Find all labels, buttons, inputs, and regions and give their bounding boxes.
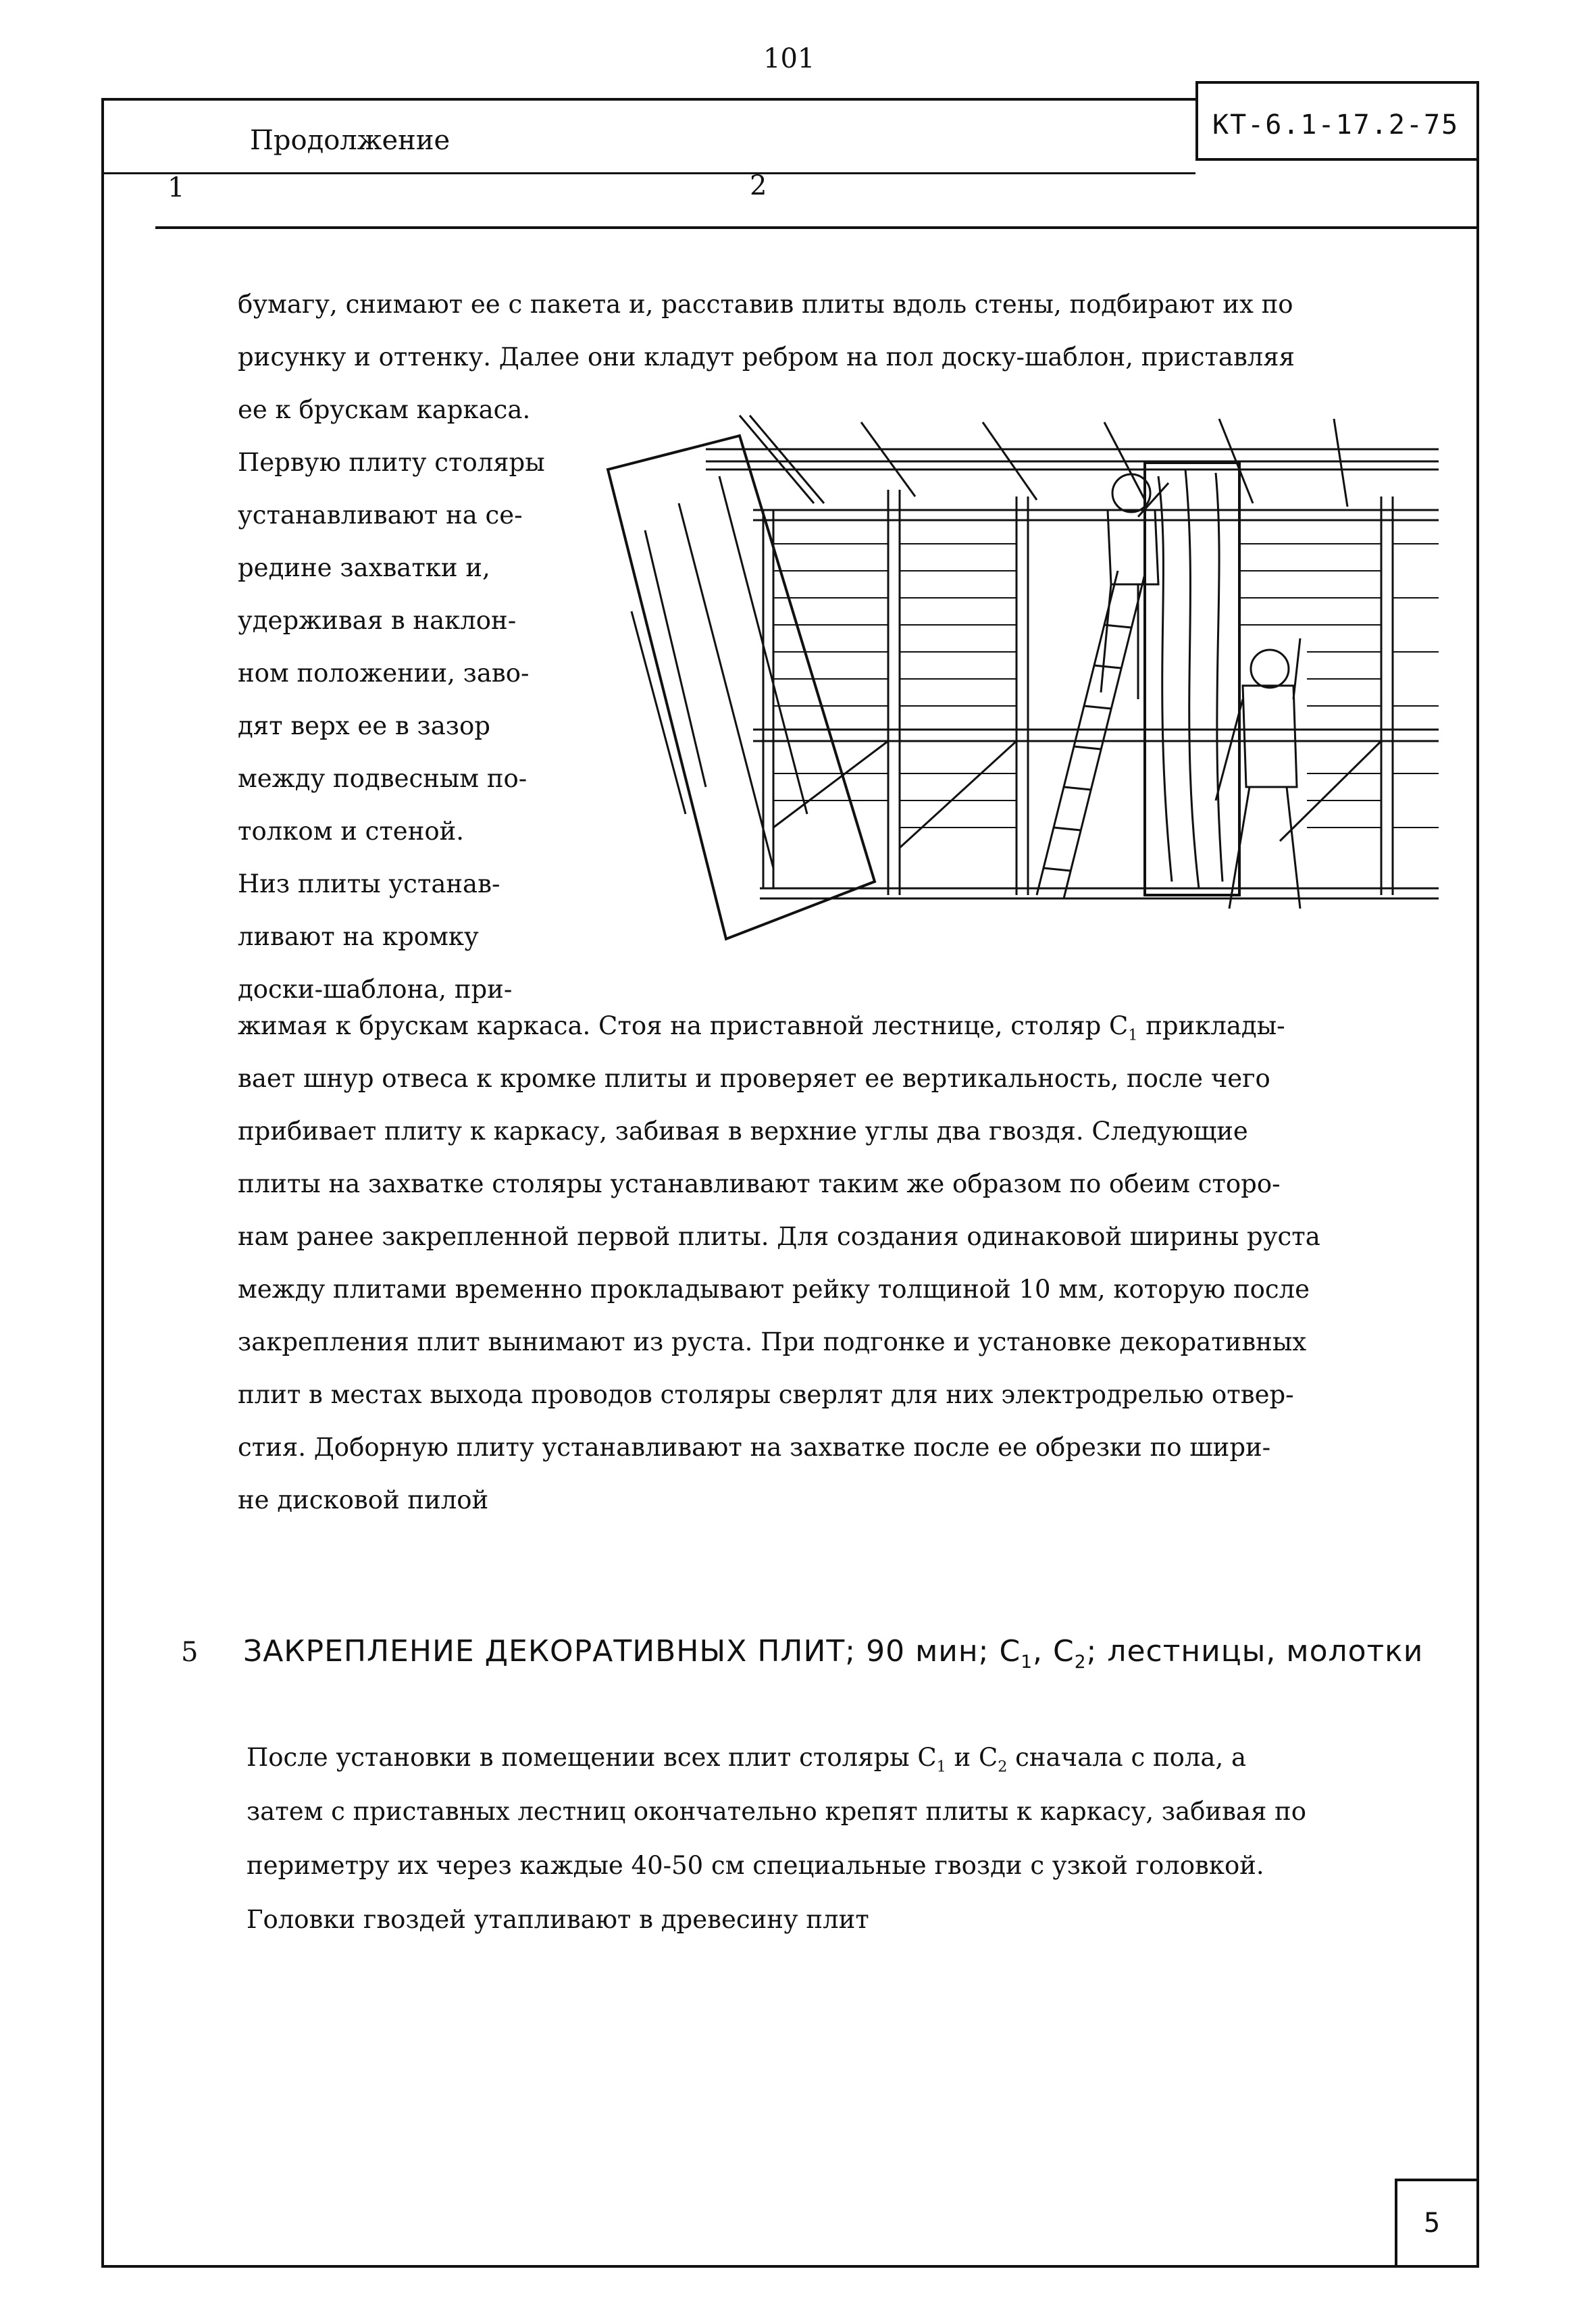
- installation-illustration: [604, 409, 1439, 956]
- text-line: затем с приставных лестниц окончательно крепят плиты к каркасу, забивая по: [247, 1797, 1306, 1826]
- header-divider: [101, 172, 1195, 174]
- page-number: 101: [763, 43, 815, 74]
- text-fragment: и С: [946, 1743, 998, 1772]
- text-fragment: сначала с пола, а: [1007, 1743, 1247, 1772]
- text-line: стия. Доборную плиту устанавливают на захватке после ее обрезки по шири-: [238, 1433, 1271, 1462]
- text-line: Первую плиту столяры: [238, 448, 545, 477]
- text-line: между подвесным по-: [238, 764, 527, 793]
- section-number: 5: [181, 1637, 199, 1668]
- text-fragment: После установки в помещении всех плит столяры С: [247, 1743, 937, 1772]
- column-number-1: 1: [168, 172, 185, 203]
- text-line: периметру их через каждые 40-50 см специальные гвозди с узкой головкой.: [247, 1851, 1264, 1880]
- continuation-label: Продолжение: [250, 125, 451, 156]
- separator: ,: [1033, 1634, 1044, 1669]
- subscript: 1: [1021, 1651, 1033, 1673]
- section-title-text: ЗАКРЕПЛЕНИЕ ДЕКОРАТИВНЫХ ПЛИТ;: [243, 1634, 856, 1669]
- worker-label: С: [999, 1634, 1021, 1669]
- text-line: дят верх ее в зазор: [238, 711, 490, 740]
- text-line: не дисковой пилой: [238, 1485, 489, 1515]
- text-line: между плитами временно прокладывают рейку толщиной 10 мм, которую после: [238, 1275, 1310, 1304]
- text-line: закрепления плит вынимают из руста. При подгонке и установке декоративных: [238, 1327, 1307, 1356]
- column-divider: [155, 226, 1479, 229]
- text-line: доски-шаблона, при-: [238, 975, 513, 1004]
- text-line: вает шнур отвеса к кромке плиты и проверяет ее вертикальность, после чего: [238, 1064, 1270, 1093]
- text-line: прибивает плиту к каркасу, забивая в верхние углы два гвоздя. Следующие: [238, 1117, 1248, 1146]
- text-line: плиты на захватке столяры устанавливают таким же образом по обеим сторо-: [238, 1169, 1281, 1198]
- text-line-c1: [238, 1013, 1285, 1043]
- text-line: устанавливают на се-: [238, 501, 523, 530]
- text-line: толком и стеной.: [238, 817, 465, 846]
- section-title: [243, 1634, 1423, 1673]
- text-line: плит в местах выхода проводов столяры сверлят для них электродрелью отвер-: [238, 1380, 1294, 1409]
- column-number-2: 2: [750, 170, 767, 201]
- text-line: Низ плиты устанав-: [238, 869, 500, 898]
- subscript: 1: [1128, 1026, 1138, 1044]
- text-line: рисунку и оттенку. Далее они кладут ребром на пол доску-шаблон, приставляя: [238, 342, 1295, 372]
- text-line: бумагу, снимают ее с пакета и, расставив плиты вдоль стены, подбирают их по: [238, 290, 1293, 319]
- text-line: нам ранее закрепленной первой плиты. Для создания одинаковой ширины руста: [238, 1222, 1320, 1251]
- text-fragment: жимая к брускам каркаса. Стоя на приставной лестнице, столяр С: [238, 1011, 1129, 1040]
- sheet-number: 5: [1424, 2208, 1441, 2239]
- text-line: Головки гвоздей утапливают в древесину плит: [247, 1905, 869, 1934]
- text-line: ливают на кромку: [238, 922, 479, 951]
- subscript: 2: [998, 1758, 1008, 1776]
- text-line: ном положении, заво-: [238, 659, 530, 688]
- text-line: удерживая в наклон-: [238, 606, 517, 635]
- subscript: 2: [1074, 1651, 1087, 1673]
- worker-label: С: [1053, 1634, 1075, 1669]
- text-line: ее к брускам каркаса.: [238, 395, 531, 424]
- section-time: 90 мин;: [866, 1634, 989, 1669]
- doc-code: КТ-6.1-17.2-75: [1212, 109, 1460, 141]
- section-tools: ; лестницы, молотки: [1086, 1634, 1424, 1669]
- text-line: редине захватки и,: [238, 553, 490, 582]
- subscript: 1: [936, 1758, 946, 1776]
- text-line-c1c2: [247, 1745, 1246, 1775]
- text-fragment: приклады-: [1137, 1011, 1285, 1040]
